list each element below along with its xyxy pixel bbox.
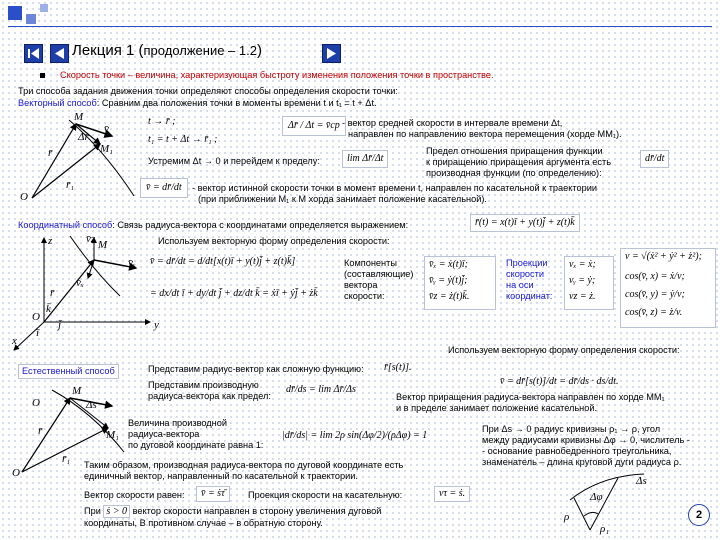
coord-label-r: r̄ bbox=[50, 287, 55, 299]
formula-lim-ds: dr̄/ds = lim Δr̄/Δs bbox=[286, 384, 356, 395]
curv-label-ds: Δs bbox=[636, 475, 647, 487]
formula-r-s: r̄[s(t)]. bbox=[384, 362, 412, 373]
formula-t1: t₁ = t + Δt → r̄₁ ; bbox=[148, 134, 218, 145]
label-M1: M₁ bbox=[100, 143, 113, 155]
coordinate-method-line: Координатный способ: Связь радиуса-вектора с координатами определяется выражением: bbox=[18, 220, 409, 230]
coord-label-O: O bbox=[32, 311, 40, 323]
header-square-1 bbox=[8, 6, 22, 20]
true-velocity-1: - вектор истинной скорости точки в момент времени t, направлен по касательной к траектории bbox=[192, 183, 597, 193]
page-title: Лекция 1 (продолжение – 1.2) bbox=[72, 42, 262, 59]
projection-tangent-text: Проекция скорости на касательную: bbox=[248, 490, 403, 500]
label-v: v̄ bbox=[104, 123, 109, 135]
arrow-left-icon bbox=[51, 45, 68, 62]
arrow-right-icon bbox=[323, 45, 340, 62]
coordinate-diagram bbox=[10, 232, 170, 360]
nat-label-ds: Δs bbox=[86, 399, 97, 411]
label-dr: Δr̄ bbox=[78, 131, 89, 143]
derivative-def-1: Предел отношения приращения функции bbox=[426, 146, 603, 156]
coord-label-j: j̄ bbox=[58, 319, 62, 331]
formula-lim-dt: lim Δr̄/Δt bbox=[342, 150, 388, 168]
avg-velocity-text: - вектор средней скорости в интервале времени Δt, bbox=[342, 118, 563, 128]
coord-use-vector-form: Используем векторную форму определения скорости: bbox=[158, 236, 390, 246]
derivative-def-2: к приращению приращения аргумента есть bbox=[426, 157, 611, 167]
coord-label-z: z bbox=[48, 235, 53, 247]
slide-number: 2 bbox=[688, 504, 710, 526]
formula-v-expand-2: = dx/dt ī + dy/dt j̄ + dz/dt k̄ = ẋī + ẏj̄ + żk̄ bbox=[150, 288, 318, 299]
increment-text: Вектор приращения радиуса-вектора направлен по хорде MM₁ и в пределе занимает положение касательной. bbox=[396, 392, 665, 413]
nat-label-M: M bbox=[72, 385, 82, 397]
derivative-def-3: производная функции (по определению): bbox=[426, 168, 602, 178]
coord-label-y: y bbox=[154, 319, 159, 331]
avg-velocity-text-2: направлен по направлению вектора перемещения (хорде MM₁). bbox=[348, 129, 622, 139]
nat-label-M1: M₁ bbox=[106, 429, 119, 441]
components-text: Компоненты (составляющие) вектора скорости: bbox=[344, 258, 414, 301]
nav-prev-button[interactable] bbox=[50, 44, 69, 63]
ds-text: При Δs → 0 радиус кривизны ρ₁ → ρ, угол между радиусами кривизны Δφ → 0, числитель - - основание равнобедренного треугольника, знаменатель – длина круговой дуги радиуса ρ. bbox=[482, 424, 690, 467]
derivative-text: Представим производную радиуса-вектора как предел: bbox=[148, 380, 271, 401]
value-text: Величина производной радиуса-вектора по дуговой координате равна 1: bbox=[128, 418, 264, 450]
coord-label-M: M bbox=[98, 239, 108, 251]
label-O: O bbox=[20, 191, 28, 203]
skip-back-icon bbox=[25, 45, 42, 62]
formula-v-tau-proj: vτ = ṡ. bbox=[434, 486, 470, 502]
curv-label-rho: ρ bbox=[564, 511, 570, 523]
nav-next-button[interactable] bbox=[322, 44, 341, 63]
curv-label-rho1: ρ₁ bbox=[600, 523, 610, 535]
formula-t: t → r̄ ; bbox=[148, 116, 176, 127]
limit-caption: Устремим Δt → 0 и перейдем к пределу: bbox=[148, 156, 320, 166]
nat-label-O: O bbox=[12, 467, 20, 479]
coord-label-k: k̄ bbox=[46, 303, 51, 315]
coord-label-i: ī bbox=[36, 327, 40, 339]
header-square-3 bbox=[40, 4, 48, 12]
curvature-diagram bbox=[560, 470, 670, 536]
coord-label-x: x bbox=[12, 335, 17, 347]
natural-use-vector-form: Используем векторную форму определения скорости: bbox=[448, 345, 680, 355]
methods-line: Три способа задания движения точки определяют способы определения скорости точки: bbox=[18, 86, 398, 96]
coord-label-vy: v̄ᵧ bbox=[128, 257, 136, 269]
nav-first-button[interactable] bbox=[24, 44, 43, 63]
components-formulas: v̄ₓ = ẋ(t)ī; v̄ᵧ = ẏ(t)j̄; v̄z = ż(t)k̄. bbox=[424, 256, 496, 310]
natural-method-label: Естественный способ bbox=[18, 364, 119, 379]
represent-text: Представим радиус-вектор как сложную функцию: bbox=[148, 364, 364, 374]
formula-mag-one: |dr̄/ds| = lim 2ρ sin(Δφ/2)/(ρΔφ) = 1 bbox=[282, 430, 428, 441]
thus-text: Таким образом, производная радиуса-вектора по дуговой координате есть единичный вектор, направленный по касательной к траектории. bbox=[84, 460, 404, 481]
true-velocity-2: (при приближении M₁ к M хорда занимает положение касательной). bbox=[198, 194, 487, 204]
velocity-equal-text: Вектор скорости равен: bbox=[84, 490, 185, 500]
vector-diagram bbox=[14, 110, 146, 210]
formula-v-def: v̄ = dr̄/dt bbox=[140, 178, 188, 198]
coord-label-vx: v̄ₓ bbox=[76, 277, 85, 289]
projections-text: Проекции скорости на оси координат: bbox=[506, 258, 553, 301]
speed-definition: Скорость точки – величина, характеризующая быстроту изменения положения точки в пространстве. bbox=[60, 70, 494, 80]
formula-r-xyz: r̄(t) = x(t)ī + y(t)j̄ + z(t)k̄ bbox=[470, 214, 580, 232]
header-square-2 bbox=[26, 14, 36, 24]
curv-label-dphi: Δφ bbox=[590, 491, 603, 503]
nat-label-O-top: O bbox=[32, 397, 40, 409]
formula-vavg: Δr̄ / Δt = v̄ср bbox=[282, 116, 346, 136]
formula-v-tau: v̄ = ṡτ̄ bbox=[196, 486, 230, 502]
bullet-icon bbox=[40, 73, 45, 78]
nat-label-r: r̄ bbox=[38, 425, 43, 437]
formula-deriv: dr̄/dt bbox=[640, 150, 669, 168]
header-rule bbox=[8, 26, 712, 27]
label-r: r̄ bbox=[48, 147, 53, 159]
projection-formulas: vₓ = ẋ; vᵧ = ẏ; vz = ż. bbox=[564, 256, 614, 310]
nat-label-r1: r̄₁ bbox=[62, 453, 71, 465]
formula-v-chain: v̄ = dr̄[s(t)]/dt = dr̄/ds · ds/dt. bbox=[500, 376, 619, 387]
label-r1: r̄₁ bbox=[66, 179, 75, 191]
positive-text: При ṡ > 0 вектор скорости направлен в сторону увеличения дуговой координаты, В противном случае – в обратную сторону. bbox=[84, 506, 382, 528]
vector-method-line: Векторный способ: Сравним два положения точки в моменты времени t и t₁ = t + Δt. bbox=[18, 98, 377, 108]
label-M: M bbox=[74, 111, 84, 123]
magnitude-cosines: v = √(ẋ² + ẏ² + ż²); cos(v̄, x) = ẋ/v; cos(v̄, y) = ẏ/v; cos(v̄, z) = ż/v. bbox=[620, 248, 716, 328]
coord-label-vz: v̄z bbox=[86, 233, 96, 245]
formula-v-expand: v̄ = dr̄/dt = d/dt[x(t)ī + y(t)j̄ + z(t)k̄] bbox=[150, 256, 296, 267]
